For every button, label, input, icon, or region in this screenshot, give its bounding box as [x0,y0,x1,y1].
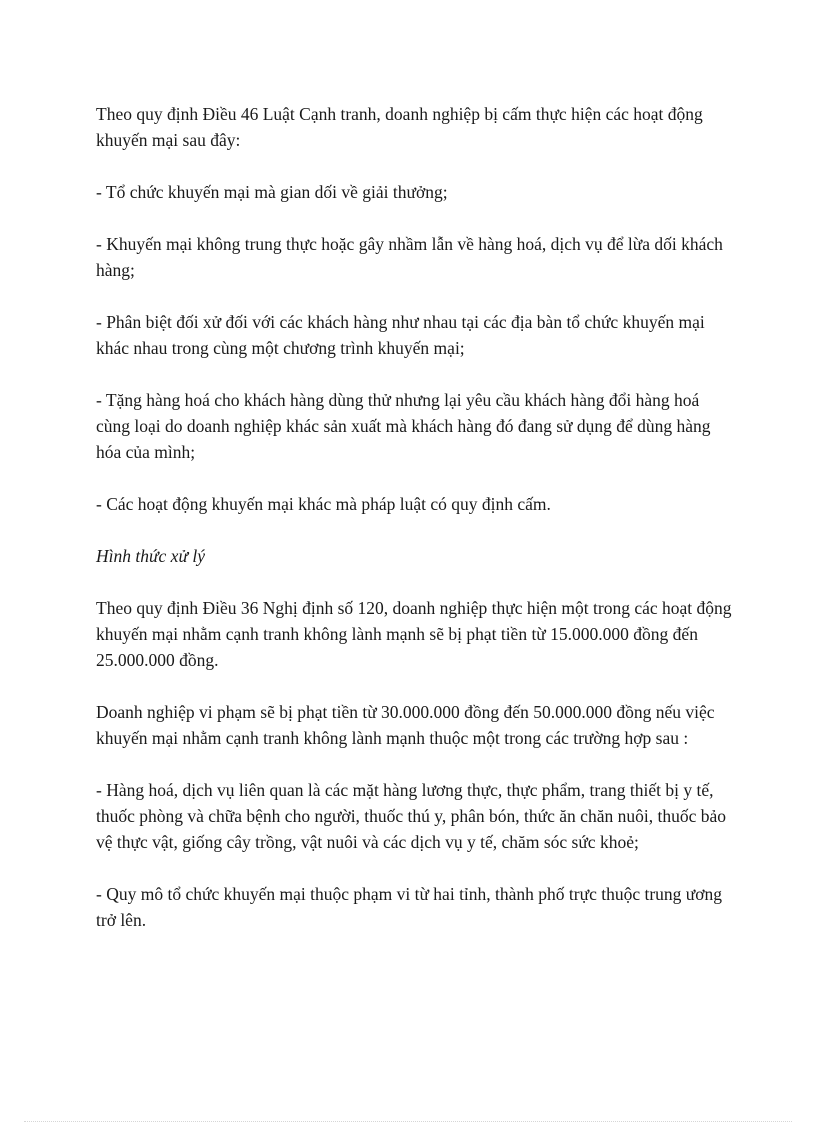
list-item: - Các hoạt động khuyến mại khác mà pháp luật có quy định cấm. [96,494,551,514]
list-item: - Tặng hàng hoá cho khách hàng dùng thử nhưng lại yêu cầu khách hàng đổi hàng hoá cùng loại do doanh nghiệp khác sản xuất mà khách hàng đó đang sử dụng để dùng hàng hóa của mình; [96,390,711,462]
paragraph-intro: Theo quy định Điều 46 Luật Cạnh tranh, doanh nghiệp bị cấm thực hiện các hoạt động khuyến mại sau đây: [96,104,703,150]
paragraph-penalty-2: Doanh nghiệp vi phạm sẽ bị phạt tiền từ 30.000.000 đồng đến 50.000.000 đồng nếu việc khuyến mại nhằm cạnh tranh không lành mạnh thuộc một trong các trường hợp sau : [96,702,715,748]
list-item: - Phân biệt đối xử đối với các khách hàng như nhau tại các địa bàn tổ chức khuyến mại khác nhau trong cùng một chương trình khuyến mại; [96,312,705,358]
section-heading: Hình thức xử lý [96,546,205,566]
paragraph-penalty-1: Theo quy định Điều 36 Nghị định số 120, doanh nghiệp thực hiện một trong các hoạt động khuyến mại nhằm cạnh tranh không lành mạnh sẽ bị phạt tiền từ 15.000.000 đồng đến 25.000.000 đồng. [96,598,732,670]
list-item: - Quy mô tổ chức khuyến mại thuộc phạm vi từ hai tỉnh, thành phố trực thuộc trung ương trở lên. [96,884,723,930]
page-bottom-divider [24,1121,792,1122]
list-item: - Hàng hoá, dịch vụ liên quan là các mặt hàng lương thực, thực phẩm, trang thiết bị y tế, thuốc phòng và chữa bệnh cho người, thuốc thú y, phân bón, thức ăn chăn nuôi, thuốc bảo vệ thực vật, giống cây trồng, vật nuôi và các dịch vụ y tế, chăm sóc sức khoẻ; [96,780,726,852]
list-item: - Khuyến mại không trung thực hoặc gây nhầm lẫn về hàng hoá, dịch vụ để lừa dối khách hàng; [96,234,723,280]
list-item: - Tổ chức khuyến mại mà gian dối về giải thưởng; [96,182,448,202]
document-body [96,101,736,959]
